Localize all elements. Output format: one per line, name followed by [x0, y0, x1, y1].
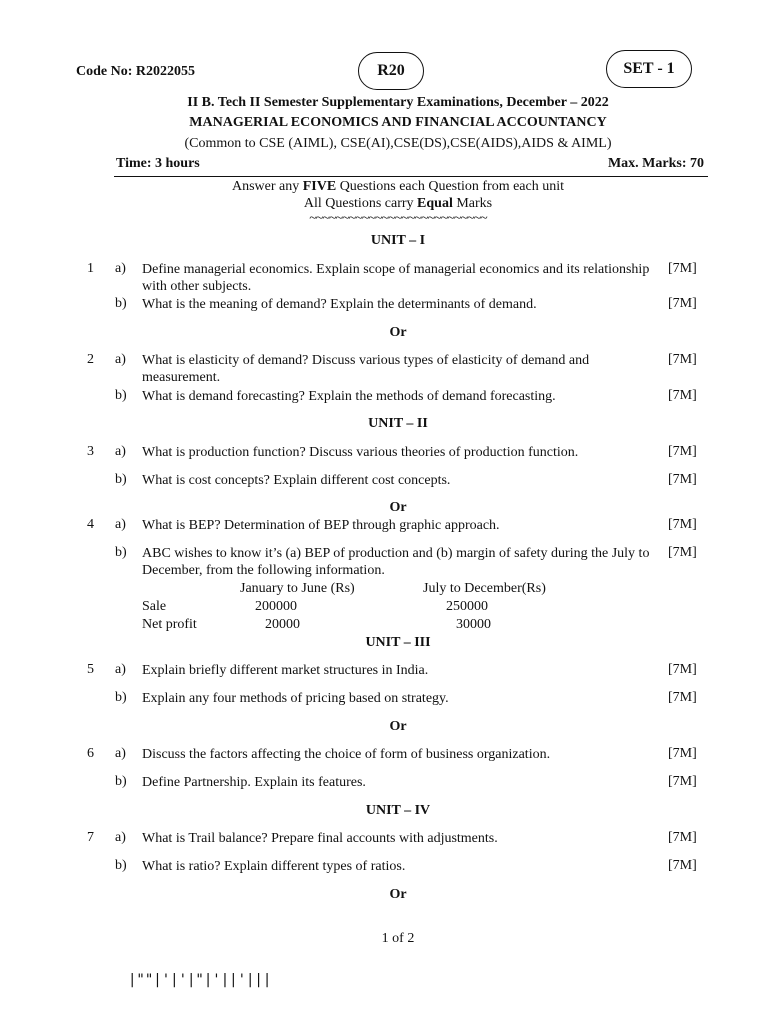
- question-number: 7: [87, 830, 94, 845]
- part-label: b): [115, 774, 127, 789]
- question-5a: Explain briefly different market structures in India.: [142, 663, 429, 678]
- marks-label: [7M]: [668, 352, 697, 367]
- part-label: b): [115, 472, 127, 487]
- question-number: 3: [87, 444, 94, 459]
- marks-label: [7M]: [668, 830, 697, 845]
- code-number: Code No: R2022055: [76, 64, 195, 79]
- question-3b: What is cost concepts? Explain different cost concepts.: [142, 473, 451, 488]
- time-label: Time: 3 hours: [116, 156, 200, 171]
- common-to: (Common to CSE (AIML), CSE(AI),CSE(DS),CSE(AIDS),AIDS & AIML): [184, 136, 612, 151]
- question-number: 6: [87, 746, 94, 761]
- instruction-1: Answer any FIVE Questions each Question from each unit: [231, 179, 565, 194]
- table-row-label: Sale: [142, 599, 167, 614]
- barcode: |""|'|'|"|'||'|||: [128, 972, 272, 988]
- exam-title: II B. Tech II Semester Supplementary Examinations, December – 2022: [187, 95, 609, 110]
- table-cell: 30000: [456, 617, 491, 632]
- part-label: b): [115, 296, 127, 311]
- question-6b: Define Partnership. Explain its features.: [142, 775, 366, 790]
- set-badge: SET - 1: [606, 50, 692, 88]
- marks-label: [7M]: [668, 261, 697, 276]
- instruction-2: All Questions carry Equal Marks: [303, 196, 493, 211]
- or-separator: Or: [389, 500, 407, 515]
- table-row-label: Net profit: [142, 617, 197, 632]
- marks-label: [7M]: [668, 444, 697, 459]
- question-4a: What is BEP? Determination of BEP through graphic approach.: [142, 518, 500, 533]
- tilde-divider: ~~~~~~~~~~~~~~~~~~~~~~~~~~~: [309, 211, 487, 226]
- part-label: b): [115, 858, 127, 873]
- unit-3-heading: UNIT – III: [365, 635, 431, 650]
- marks-label: [7M]: [668, 690, 697, 705]
- table-cell: 250000: [446, 599, 488, 614]
- question-2b: What is demand forecasting? Explain the methods of demand forecasting.: [142, 389, 556, 404]
- question-3a: What is production function? Discuss various theories of production function.: [142, 445, 579, 460]
- marks-label: [7M]: [668, 296, 697, 311]
- part-label: a): [115, 746, 126, 761]
- marks-label: [7M]: [668, 545, 697, 560]
- or-separator: Or: [389, 887, 407, 902]
- question-2a: What is elasticity of demand? Discuss various types of elasticity of demand and measurement.: [142, 353, 590, 385]
- unit-4-heading: UNIT – IV: [365, 803, 431, 818]
- question-4b: ABC wishes to know it’s (a) BEP of production and (b) margin of safety during the July to December, from the following information.: [142, 546, 650, 578]
- marks-label: [7M]: [668, 517, 697, 532]
- part-label: a): [115, 662, 126, 677]
- subject-title: MANAGERIAL ECONOMICS AND FINANCIAL ACCOUNTANCY: [189, 115, 607, 130]
- part-label: a): [115, 830, 126, 845]
- table-cell: 200000: [255, 599, 297, 614]
- question-5b: Explain any four methods of pricing based on strategy.: [142, 691, 449, 706]
- marks-label: [7M]: [668, 774, 697, 789]
- part-label: b): [115, 545, 127, 560]
- marks-label: [7M]: [668, 388, 697, 403]
- max-marks: Max. Marks: 70: [607, 156, 704, 171]
- part-label: a): [115, 517, 126, 532]
- table-header-jul-dec: July to December(Rs): [423, 581, 546, 596]
- question-7b: What is ratio? Explain different types of ratios.: [142, 859, 406, 874]
- question-1b: What is the meaning of demand? Explain the determinants of demand.: [142, 297, 537, 312]
- part-label: a): [115, 444, 126, 459]
- marks-label: [7M]: [668, 858, 697, 873]
- part-label: a): [115, 352, 126, 367]
- regulation-badge: R20: [358, 52, 424, 90]
- marks-label: [7M]: [668, 662, 697, 677]
- question-number: 1: [87, 261, 94, 276]
- part-label: a): [115, 261, 126, 276]
- or-separator: Or: [389, 719, 407, 734]
- question-number: 4: [87, 517, 94, 532]
- question-6a: Discuss the factors affecting the choice of form of business organization.: [142, 747, 551, 762]
- marks-label: [7M]: [668, 746, 697, 761]
- page-number: 1 of 2: [381, 931, 415, 946]
- header-rule: [114, 176, 708, 177]
- part-label: b): [115, 388, 127, 403]
- marks-label: [7M]: [668, 472, 697, 487]
- question-number: 5: [87, 662, 94, 677]
- table-header-jan-jun: January to June (Rs): [240, 581, 355, 596]
- or-separator: Or: [389, 325, 407, 340]
- unit-1-heading: UNIT – I: [370, 233, 426, 248]
- table-cell: 20000: [265, 617, 300, 632]
- part-label: b): [115, 690, 127, 705]
- question-number: 2: [87, 352, 94, 367]
- question-1a: Define managerial economics. Explain scope of managerial economics and its relationship with other subjects.: [142, 262, 650, 294]
- question-7a: What is Trail balance? Prepare final accounts with adjustments.: [142, 831, 498, 846]
- unit-2-heading: UNIT – II: [368, 416, 428, 431]
